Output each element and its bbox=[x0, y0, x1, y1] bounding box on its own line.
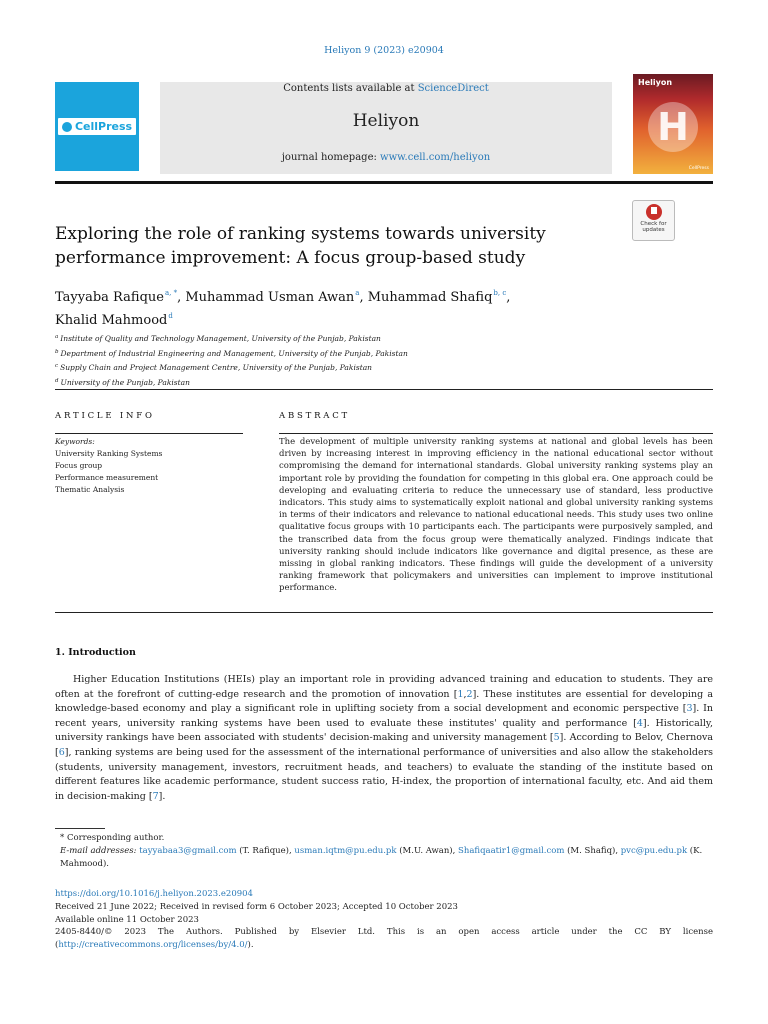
publisher-logo-panel[interactable] bbox=[55, 82, 139, 171]
author-list: Tayyaba Rafique$^{a, *}$, Muhammad Usman Awan$^a$, Muhammad Shafiq$^{b, c}$, Khalid Mahmood$^d$ bbox=[55, 289, 511, 328]
cover-publisher: CellPress bbox=[688, 166, 709, 171]
keyword-item: Focus group bbox=[55, 461, 103, 470]
citation-link[interactable]: 4 bbox=[636, 717, 643, 729]
divider bbox=[55, 612, 713, 613]
keyword-list bbox=[55, 448, 162, 496]
affiliation-marker: d bbox=[55, 377, 59, 384]
article-info-heading: ARTICLE INFO bbox=[55, 411, 155, 421]
cellpress-logo-text: CellPress bbox=[74, 120, 133, 133]
email-owner: (K. Mahmood). bbox=[60, 846, 703, 870]
email-owner: (M.U. Awan), bbox=[396, 846, 459, 857]
affiliation-marker: b bbox=[55, 348, 59, 355]
affiliation-text: Supply Chain and Project Management Centre, University of the Punjab, Pakistan bbox=[60, 363, 373, 372]
license-link[interactable]: http://creativecommons.org/licenses/by/4.0/ bbox=[58, 940, 248, 951]
email-owner: (M. Shafiq), bbox=[564, 846, 621, 857]
citation-link[interactable]: 3 bbox=[686, 703, 693, 715]
email-owner: (T. Rafique), bbox=[236, 846, 295, 857]
author-affiliation-marker[interactable]: a bbox=[355, 289, 360, 297]
email-link[interactable]: pvc@pu.edu.pk bbox=[620, 846, 688, 857]
author-affiliation-marker[interactable]: a, * bbox=[164, 289, 178, 297]
paper-title: Exploring the role of ranking systems towards university performance improvement: A focus group-based study bbox=[55, 224, 546, 268]
footnote-divider bbox=[55, 828, 105, 829]
author-name: Tayyaba Rafique bbox=[55, 290, 164, 305]
header-divider bbox=[55, 181, 713, 184]
citation-link[interactable]: 6 bbox=[58, 746, 65, 758]
affiliation-marker: a bbox=[55, 334, 59, 340]
corresponding-author-note: * Corresponding author. bbox=[60, 833, 165, 843]
author-name: Muhammad Usman Awan bbox=[185, 290, 355, 305]
affiliation-marker: c bbox=[55, 363, 59, 369]
email-link[interactable]: Shafiqaatir1@gmail.com bbox=[458, 846, 565, 857]
footnotes bbox=[55, 832, 713, 872]
homepage-line: journal homepage: www.cell.com/heliyon bbox=[281, 152, 491, 163]
affiliation-text: Institute of Quality and Technology Management, University of the Punjab, Pakistan bbox=[60, 334, 381, 343]
affiliation-item bbox=[55, 346, 655, 361]
journal-homepage-link[interactable]: www.cell.com/heliyon bbox=[380, 152, 491, 163]
publication-info bbox=[55, 888, 713, 952]
introduction-paragraph: Higher Education Institutions (HEIs) play an important role in providing advanced training and education to students. They are often at the forefront of cutting-edge research and the promotion of innovation [1,2]. These institutes are essential for developing a knowledge-based economy and play a significant role in uplifting society from a social development and economic perspective [3]. In recent years, university ranking systems have been used to evaluate these institutes' quality and performance [4]. Historically, university rankings have been associated with students' decision-making and university management [5]. According to Belov, Chernova [6], ranking systems are being used for the assessment of the international performance of universities and also allow the stakeholders (students, university management, investors, recruitment heads, and teachers) to evaluate the standing of the institute based on different features like academic performance, student success ratio, H-index, the proportion of international faculty, etc. And aid them in decision-making [7]. bbox=[55, 674, 713, 802]
abstract-text: The development of multiple university ranking systems at national and global levels has been driven by increasing interest in improving efficiency in the national educational sector without compromising the demand for international standards. Global university ranking systems play an important role by providing the foundation for competing in this global era. One approach could be developing and evaluating criteria to reduce the unnecessary use of standard, less productive indicators. This study aims to systematically exploit national and global university ranking systems in terms of their indicators and relevance to national educational needs. This study uses two online qualitative focus groups with 10 participants each. The participants were purposively sampled, and the transcribed data from the focus group were thematically analyzed. Findings indicate that university ranking should include indicators like governance and digital presence, as these are missing in global ranking indicators. These findings will guide the development of a university ranking framework that policymakers and universities can implement to improve institutional performance. bbox=[279, 437, 713, 594]
cellpress-logo bbox=[58, 118, 136, 135]
license-statement: 2405-8440/© 2023 The Authors. Published by Elsevier Ltd. This is an open access article under the CC BY license (http://creativecommons.org/licenses/by/4.0/). bbox=[55, 927, 713, 951]
contents-line: Contents lists available at ScienceDirect bbox=[283, 83, 489, 94]
author-affiliation-marker[interactable]: d bbox=[168, 312, 173, 320]
check-for-updates-label: Check for updates bbox=[640, 221, 667, 233]
email-label: E-mail addresses: bbox=[60, 846, 140, 857]
affiliation-text: Department of Industrial Engineering and Management, University of the Punjab, Pakistan bbox=[60, 348, 408, 358]
email-link[interactable]: usman.iqtm@pu.edu.pk bbox=[294, 846, 397, 857]
keywords-label: Keywords: bbox=[55, 437, 95, 446]
publication-history: Received 21 June 2022; Received in revised form 6 October 2023; Accepted 10 October 2023 bbox=[55, 901, 458, 912]
divider bbox=[55, 433, 243, 434]
citation-link[interactable]: 7 bbox=[152, 790, 159, 802]
divider bbox=[279, 433, 713, 434]
citation-link[interactable]: 1 bbox=[457, 688, 464, 700]
affiliation-item bbox=[55, 375, 655, 390]
available-online: Available online 11 October 2023 bbox=[55, 914, 199, 925]
cellpress-icon bbox=[62, 122, 72, 132]
introduction-heading: 1. Introduction bbox=[55, 647, 136, 658]
journal-title: Heliyon bbox=[352, 111, 420, 131]
journal-header bbox=[160, 82, 612, 174]
check-for-updates-button[interactable] bbox=[632, 200, 675, 241]
author-affiliation-marker[interactable]: b, c bbox=[493, 289, 507, 297]
keyword-item: Thematic Analysis bbox=[55, 485, 125, 494]
affiliation-text: University of the Punjab, Pakistan bbox=[60, 377, 190, 387]
keyword-item: Performance measurement bbox=[55, 473, 159, 482]
divider bbox=[55, 389, 713, 390]
journal-reference-link[interactable]: Heliyon 9 (2023) e20904 bbox=[324, 45, 444, 56]
keyword-item: University Ranking Systems bbox=[55, 449, 163, 458]
bookmark-icon bbox=[646, 204, 662, 220]
cover-letter: H bbox=[657, 105, 689, 149]
doi-link[interactable]: https://doi.org/10.1016/j.heliyon.2023.e20904 bbox=[55, 889, 253, 899]
citation-link[interactable]: 2 bbox=[466, 688, 473, 700]
journal-cover-image[interactable] bbox=[633, 74, 713, 174]
cover-title: Heliyon bbox=[638, 78, 673, 87]
citation-link[interactable]: 5 bbox=[553, 732, 560, 744]
affiliation-item bbox=[55, 360, 655, 375]
email-link[interactable]: tayyabaa3@gmail.com bbox=[139, 846, 237, 857]
author-name: Muhammad Shafiq bbox=[367, 290, 493, 305]
sciencedirect-link[interactable]: ScienceDirect bbox=[417, 83, 489, 94]
affiliation-list bbox=[55, 331, 655, 389]
affiliation-item bbox=[55, 331, 655, 346]
email-addresses bbox=[55, 845, 713, 871]
abstract-heading: ABSTRACT bbox=[279, 411, 350, 421]
author-name: Khalid Mahmood bbox=[55, 313, 168, 328]
